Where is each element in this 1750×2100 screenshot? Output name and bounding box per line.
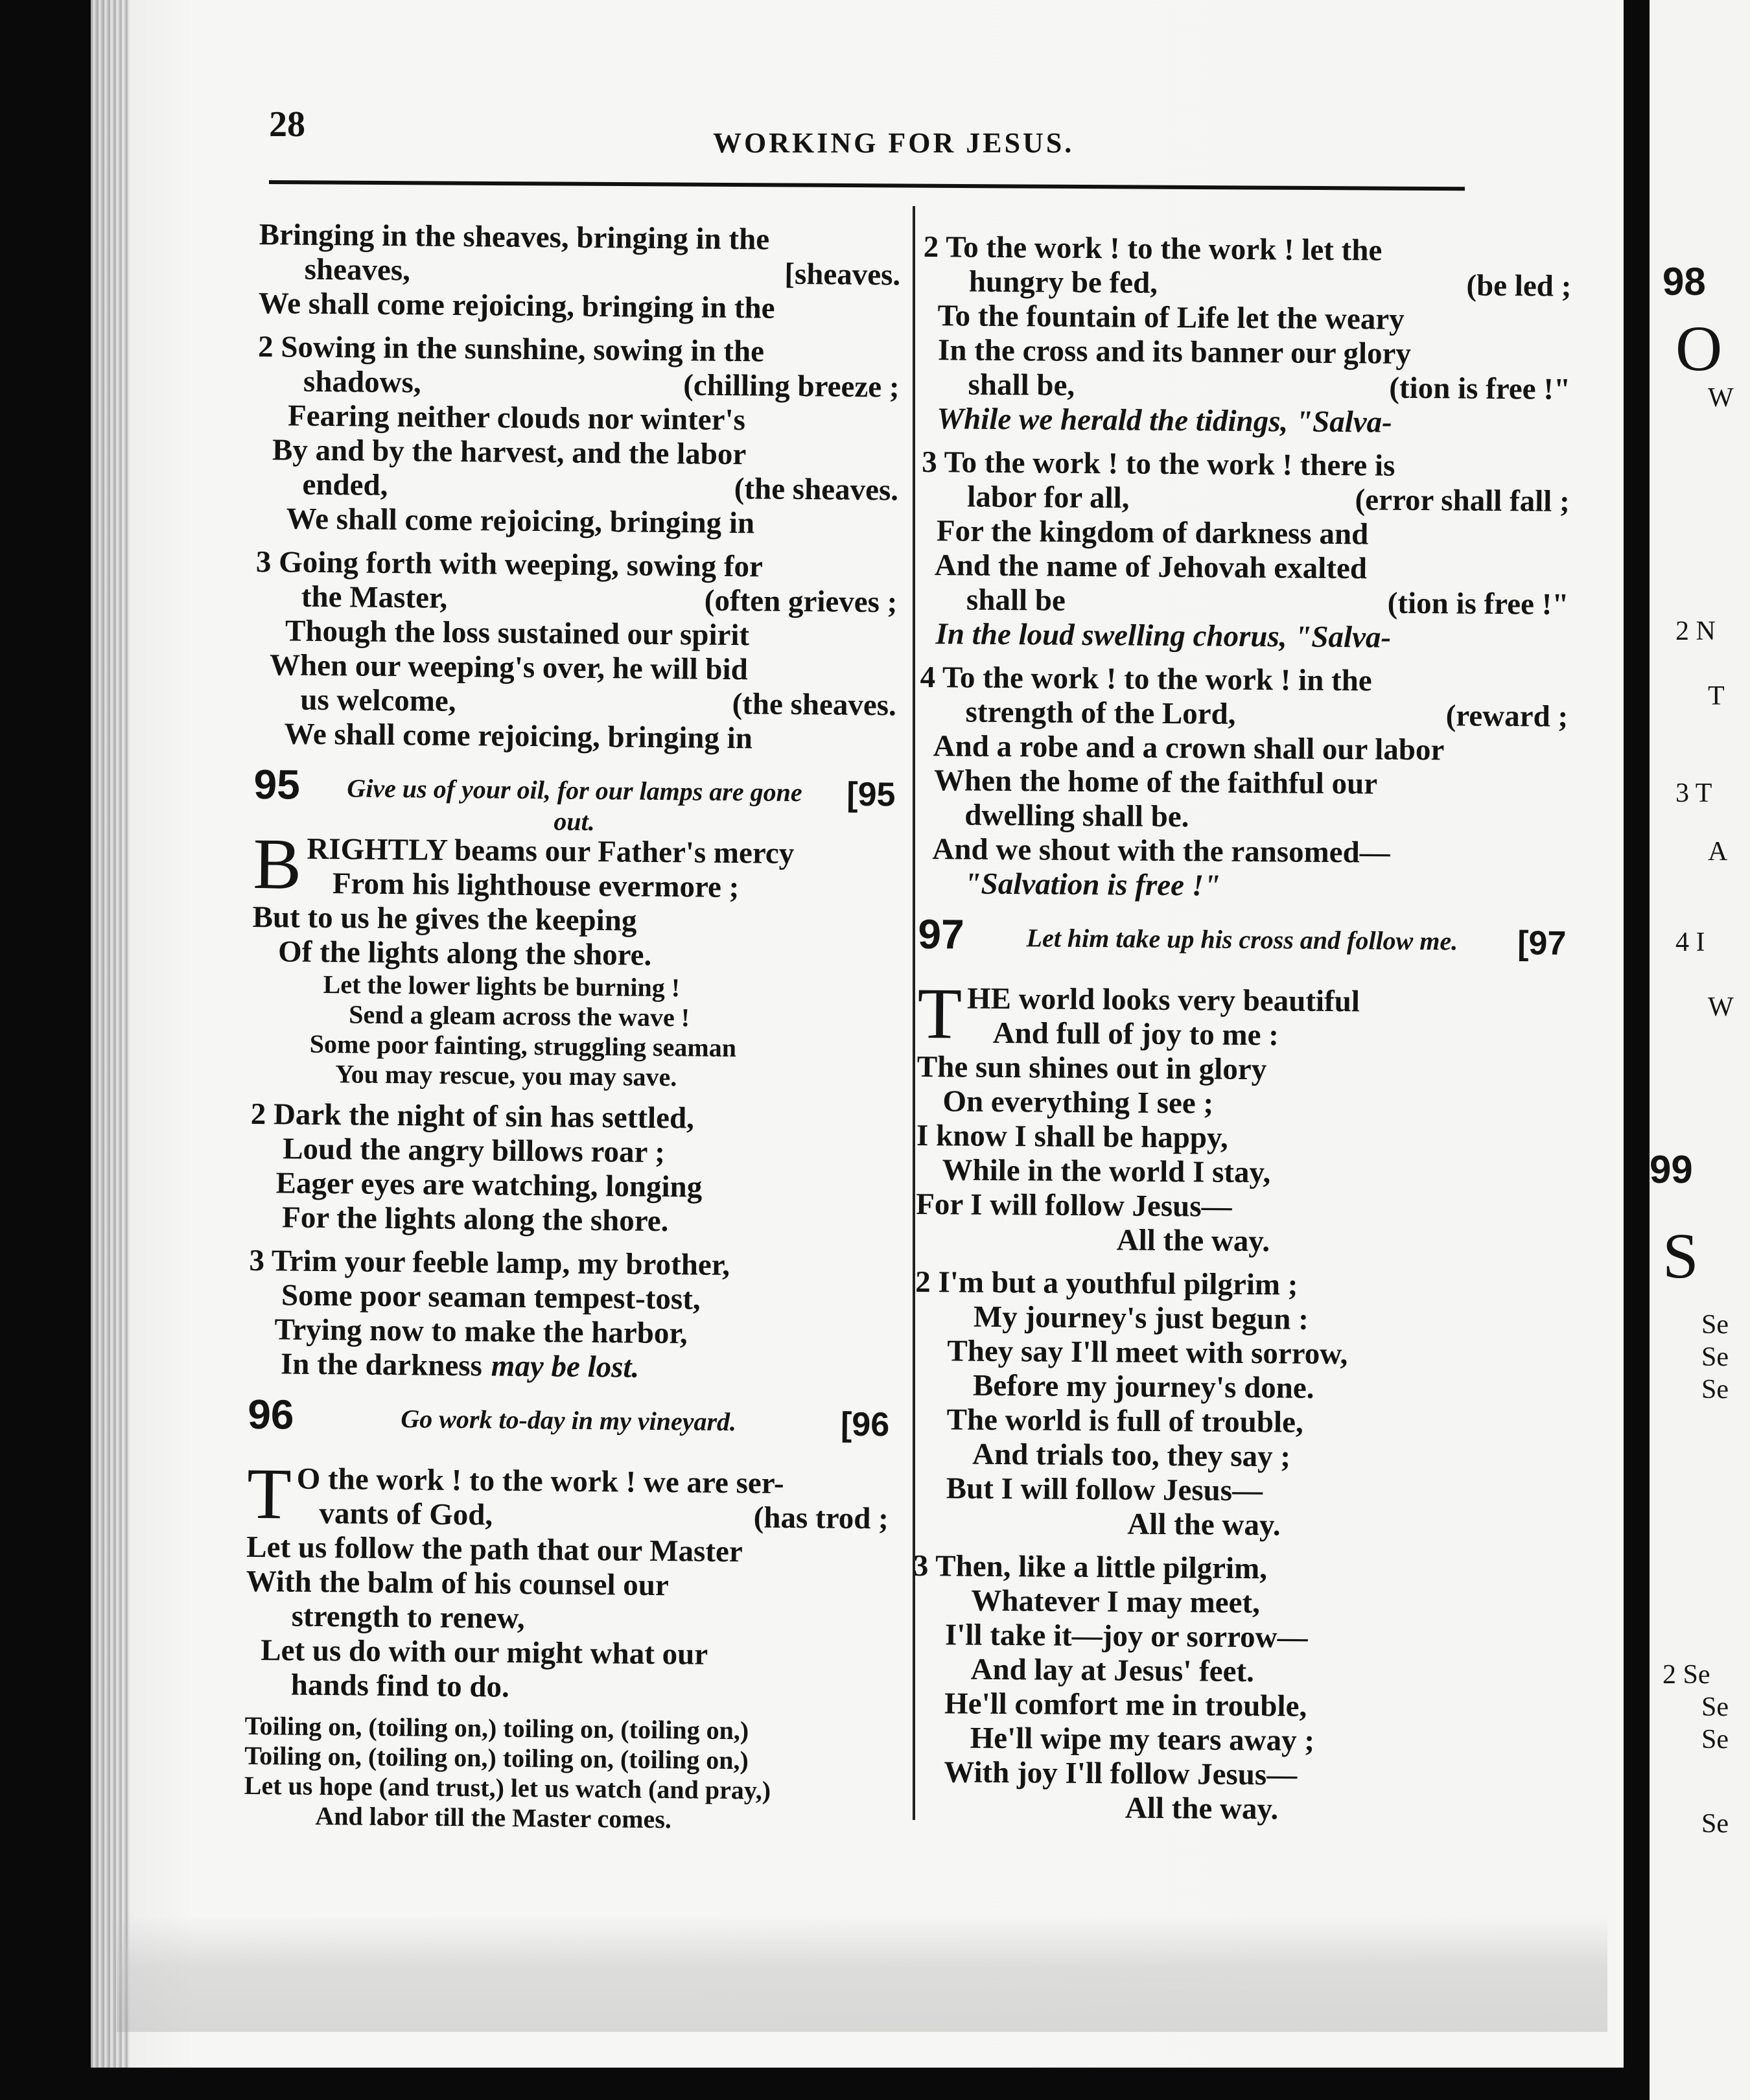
text-line <box>922 368 1570 407</box>
text-line: All the way. <box>1116 1223 1270 1259</box>
text-line <box>296 1462 889 1502</box>
text-line: But I will follow Jesus— <box>946 1471 1263 1508</box>
line-turnover: (the sheaves. <box>732 687 897 723</box>
text-line <box>246 1599 887 1640</box>
line-text: vants of God, <box>296 1496 493 1532</box>
text-line: From his lighthouse evermore ; <box>332 867 740 905</box>
hymn-number: 95 <box>253 760 301 808</box>
text-line: And lay at Jesus' feet. <box>970 1652 1255 1689</box>
text-line <box>922 480 1570 519</box>
page-spine-edge <box>91 0 130 2068</box>
line-text: ended, <box>256 467 388 502</box>
facing-page-fragment: 3 T <box>1675 778 1712 808</box>
text-line <box>258 330 900 371</box>
line-text: hungry be fed, <box>923 264 1158 300</box>
line-turnover: (reward ; <box>1445 699 1569 734</box>
text-line: Some poor seaman tempest-tost, <box>281 1278 701 1316</box>
text-line <box>296 1497 889 1537</box>
facing-page-fragment: 4 I <box>1675 928 1705 957</box>
page-number: 28 <box>269 104 305 145</box>
facing-page-fragment: Se <box>1701 1725 1729 1755</box>
hymn-96-chorus <box>244 1711 887 1836</box>
hymn-97-verse-1 <box>915 973 1566 1261</box>
text-line: But to us he gives the keeping <box>252 900 637 938</box>
text-line <box>254 717 896 758</box>
line-turnover: (error shall fall ; <box>1355 483 1570 519</box>
line-text: And the name of Jehovah exalted <box>920 548 1368 586</box>
text-line: He'll wipe my tears away ; <box>970 1721 1315 1758</box>
text-line <box>257 399 899 439</box>
line-text: We shall come rejoicing, bringing in the <box>258 286 775 325</box>
verse <box>254 545 898 757</box>
facing-page-fragment: 98 <box>1662 260 1706 303</box>
text-line <box>918 867 1567 906</box>
text-line: Of the lights along the shore. <box>277 935 652 972</box>
text-line: Some poor fainting, struggling seaman <box>309 1029 737 1063</box>
text-line: The world is full of trouble, <box>946 1403 1303 1440</box>
hymn-96-verse-1 <box>245 1453 889 1708</box>
facing-page-fragment: A <box>1708 837 1728 867</box>
line-turnover: (be led ; <box>1466 268 1572 303</box>
text-line <box>255 648 896 689</box>
line-text: shadows, <box>257 364 421 400</box>
facing-page-fragment: 2 Se <box>1662 1660 1710 1690</box>
hymn-94-chorus-end <box>258 218 900 327</box>
text-line <box>919 764 1567 803</box>
text-line: Whatever I may meet, <box>971 1583 1261 1620</box>
text-line: With joy I'll follow Jesus— <box>944 1755 1298 1792</box>
line-text: us welcome, <box>254 682 456 718</box>
line-text: Bringing in the sheaves, bringing in the <box>259 218 770 257</box>
text-line <box>920 695 1568 734</box>
hymn-97-verse-2 <box>913 1265 1563 1545</box>
facing-page-fragment: Se <box>1701 1342 1729 1372</box>
facing-page-fragment: S <box>1662 1220 1699 1292</box>
hymn-96-header <box>248 1390 890 1467</box>
text-line <box>922 402 1570 441</box>
text-line <box>923 264 1571 304</box>
text-line: For the lights along the shore. <box>281 1200 669 1239</box>
facing-page-fragment: Se <box>1701 1375 1729 1405</box>
verse <box>918 660 1569 906</box>
text-line: The sun shines out in glory <box>916 1049 1267 1087</box>
text-line <box>257 364 899 405</box>
line-turnover: (often grieves ; <box>704 583 898 620</box>
line-text: With the balm of his counsel our <box>246 1564 670 1603</box>
text-line <box>918 832 1567 872</box>
text-line: Trying now to make the harbor, <box>274 1312 688 1351</box>
facing-page-fragment: Se <box>1701 1809 1729 1839</box>
text-line: 2 Dark the night of sin has settled, <box>250 1097 695 1136</box>
line-text: And a robe and a crown shall our labor <box>919 729 1445 767</box>
line-text: shall be <box>920 582 1066 618</box>
line-text: While we herald the tidings, "Salva- <box>922 401 1392 439</box>
page-bottom-shadow <box>117 1915 1607 2032</box>
text-line: He'll comfort me in trouble, <box>944 1686 1307 1723</box>
text-line <box>259 252 900 293</box>
line-text: And we shout with the ransomed— <box>918 832 1390 870</box>
text-line <box>256 502 898 542</box>
drop-cap: T <box>246 1453 292 1535</box>
text-line <box>919 798 1567 837</box>
hymn-95-header <box>253 760 896 837</box>
text-line: And trials too, they say ; <box>972 1437 1291 1474</box>
facing-page-fragment: Se <box>1701 1692 1729 1722</box>
right-column <box>913 230 1572 1826</box>
line-text: 2 To the work ! to the work ! let the <box>923 230 1382 268</box>
line-text: 4 To the work ! to the work ! in the <box>920 660 1372 698</box>
text-line <box>246 1565 888 1605</box>
text-line: I'll take it—joy or sorrow— <box>944 1618 1308 1655</box>
line-text: In the loud swelling chorus, "Salva- <box>920 616 1392 655</box>
text-line <box>920 729 1568 769</box>
line-text: In the darkness <box>280 1347 483 1383</box>
line-turnover: (tion is free !" <box>1389 371 1571 406</box>
facing-page-edge <box>1650 0 1750 2100</box>
line-text: 3 To the work ! to the work ! there is <box>921 445 1395 483</box>
text-line: And labor till the Master comes. <box>315 1801 672 1834</box>
text-line <box>923 299 1571 338</box>
text-line <box>920 617 1569 657</box>
text-line: 3 Trim your feeble lamp, my brother, <box>249 1243 730 1283</box>
line-text: the Master, <box>255 579 448 615</box>
text-line <box>246 1633 887 1674</box>
line-turnover: (the sheaves. <box>734 472 899 508</box>
text-line: On everything I see ; <box>942 1084 1214 1121</box>
text-line <box>258 286 900 327</box>
text-line: You may rescue, you may save. <box>335 1059 677 1092</box>
hymn-number-right: [95 <box>846 775 896 814</box>
hymn-94-verses <box>254 330 900 757</box>
line-text: labor for all, <box>921 479 1130 515</box>
text-line: Toiling on, (toiling on,) toiling on, (toiling on,) <box>244 1710 749 1745</box>
text-line: Toiling on, (toiling on,) toiling on, (toiling on,) <box>244 1740 749 1775</box>
facing-page-fragment: W <box>1708 992 1734 1022</box>
line-text: Though the loss sustained our spirit <box>255 613 750 653</box>
line-turnover: (tion is free !" <box>1387 586 1569 622</box>
text-line: Loud the angry billows roar ; <box>282 1132 666 1170</box>
line-text: sheaves, <box>258 251 411 288</box>
hymn-95-verse-2 <box>250 1097 892 1241</box>
text-line: Send a gleam across the wave ! <box>348 999 690 1032</box>
text-line: RIGHTLY beams our Father's mercy <box>307 832 795 870</box>
line-text: We shall come rejoicing, bringing in <box>254 716 753 756</box>
line-text: Let us do with our might what our <box>245 1633 708 1672</box>
line-text-italic: may be lost. <box>491 1349 640 1384</box>
text-line: My journey's just begun : <box>973 1300 1309 1336</box>
line-text: strength of the Lord, <box>919 694 1236 731</box>
line-text: We shall come rejoicing, bringing in <box>256 501 755 541</box>
facing-page-fragment: W <box>1708 383 1734 413</box>
line-text: hands find to do. <box>245 1667 510 1704</box>
hymn-subtitle: Give us of your oil, for our lamps are gone out. <box>347 773 802 837</box>
facing-page-fragment: 2 N <box>1675 616 1716 646</box>
line-text: For the kingdom of darkness and <box>921 513 1369 552</box>
text-line: They say I'll meet with sorrow, <box>947 1334 1348 1371</box>
running-title: WORKING FOR JESUS. <box>713 127 1075 159</box>
text-line <box>922 445 1570 485</box>
text-line <box>922 333 1570 373</box>
verse <box>256 330 900 542</box>
text-line <box>920 583 1569 622</box>
left-column-text <box>244 218 901 1836</box>
line-text: O the work ! to the work ! we are ser- <box>296 1462 784 1500</box>
text-line <box>257 433 898 474</box>
hymn-97-verse-3 <box>911 1549 1561 1829</box>
facing-page-fragment: 99 <box>1650 1148 1693 1191</box>
text-line <box>246 1530 888 1571</box>
line-text: To the fountain of Life let the weary <box>922 298 1405 336</box>
text-line: All the way. <box>1125 1791 1279 1826</box>
hymn-subtitle: Go work to-day in my vineyard. <box>401 1404 737 1437</box>
text-line: HE world looks very beautiful <box>966 981 1360 1019</box>
line-text: When our weeping's over, he will bid <box>255 648 748 687</box>
text-line: For I will follow Jesus— <box>915 1187 1232 1224</box>
right-column-text <box>911 230 1572 1829</box>
text-line <box>255 614 897 655</box>
text-line <box>256 545 898 586</box>
line-text: Fearing neither clouds nor winter's <box>257 398 746 438</box>
hymn-95-chorus <box>251 969 894 1094</box>
hymn-subtitle: Let him take up his cross and follow me. <box>1026 923 1458 956</box>
hymn-number-right: [96 <box>840 1405 890 1444</box>
line-text: In the cross and its banner our glory <box>922 332 1412 371</box>
text-line <box>921 514 1569 554</box>
text-line: 2 I'm but a youthful pilgrim ; <box>915 1265 1298 1302</box>
hymn-number-right: [97 <box>1517 924 1567 962</box>
line-text: 3 Going forth with weeping, sowing for <box>255 544 764 584</box>
text-line <box>259 218 900 259</box>
line-text: shall be, <box>922 367 1075 402</box>
facing-page-fragment: T <box>1708 681 1725 711</box>
line-text: "Salvation is free !" <box>918 866 1221 903</box>
text-line: All the way. <box>1127 1507 1281 1543</box>
verse <box>920 445 1570 657</box>
text-line: While in the world I stay, <box>942 1153 1271 1190</box>
hymn-96-continued-verses <box>918 230 1572 906</box>
line-text: strength to renew, <box>246 1598 525 1636</box>
text-line <box>924 230 1572 270</box>
text-line <box>248 1347 890 1388</box>
hymn-number: 97 <box>918 910 964 958</box>
text-line <box>257 467 898 508</box>
text-line: Before my journey's done. <box>972 1368 1314 1405</box>
line-turnover: [sheaves. <box>784 257 901 292</box>
drop-cap: B <box>252 823 302 905</box>
text-line: 3 Then, like a little pilgrim, <box>913 1548 1268 1586</box>
hymn-95-verse-1 <box>252 823 895 975</box>
hymn-97-header <box>918 910 1567 986</box>
text-line: Let the lower lights be burning ! <box>323 970 681 1003</box>
text-line <box>255 682 896 723</box>
hymn-number: 96 <box>247 1390 294 1438</box>
line-text: When the home of the faithful our <box>919 763 1378 801</box>
text-line: Let us hope (and trust,) let us watch (and pray,) <box>244 1770 771 1805</box>
line-turnover: (has trod ; <box>753 1500 889 1536</box>
text-line: And full of joy to me : <box>992 1016 1279 1053</box>
text-line: Eager eyes are watching, longing <box>275 1166 703 1204</box>
hymn-95-verse-3 <box>248 1244 891 1387</box>
text-line <box>921 548 1569 588</box>
text-line: I know I shall be happy, <box>916 1118 1228 1155</box>
text-line <box>920 660 1568 700</box>
left-column <box>244 218 901 1834</box>
line-text: 2 Sowing in the sunshine, sowing in the <box>257 329 765 369</box>
text-line <box>245 1668 887 1709</box>
facing-page-fragment: O <box>1675 312 1723 384</box>
line-text: By and by the harvest, and the labor <box>257 432 747 472</box>
text-line <box>255 579 897 620</box>
line-text: dwelling shall be. <box>918 797 1189 834</box>
line-text: Let us follow the path that our Master <box>246 1530 743 1569</box>
facing-page-fragment: Se <box>1701 1310 1729 1340</box>
drop-cap: T <box>917 973 962 1055</box>
verse <box>922 230 1572 441</box>
line-turnover: (chilling breeze ; <box>683 368 900 404</box>
